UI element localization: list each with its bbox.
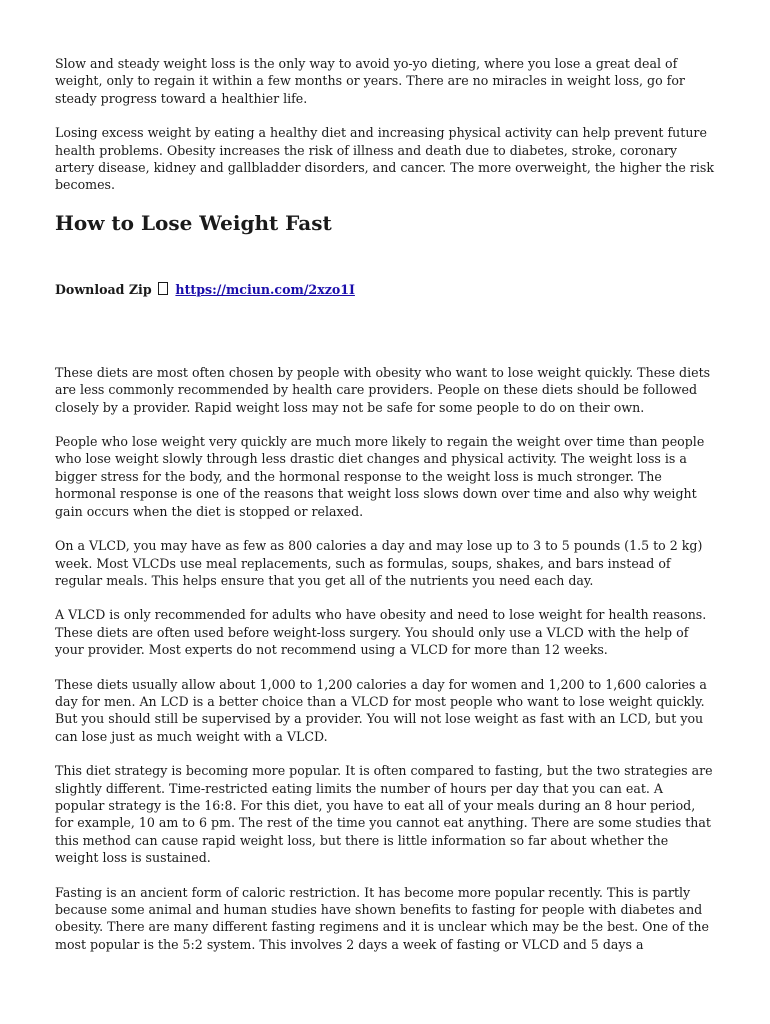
document-page (55, 55, 715, 970)
section-heading: How to Lose Weight Fast (55, 210, 332, 235)
download-label: Download Zip (55, 281, 152, 297)
body-paragraph: This diet strategy is becoming more popular. It is often compared to fasting, but the two strategies are slightly different. Time-restricted eating limits the number of hours per day that you can eat. A popular strategy is the 16:8. For this diet, you have to eat all of your meals during an 8 hour period, for example, 10 am to 6 pm. The rest of the time you cannot eat anything. There are some studies that this method can cause rapid weight loss, but there is little information so far about whether the weight loss is sustained. (55, 763, 713, 866)
article-body (55, 364, 715, 953)
download-line (55, 281, 715, 298)
intro-paragraph: Losing excess weight by eating a healthy diet and increasing physical activity can help prevent future health problems. Obesity increases the risk of illness and death due to diabetes, stroke, coronary artery disease, kidney and gallbladder disorders, and cancer. The more overweight, the higher the risk becomes. (55, 125, 715, 193)
missing-glyph-icon (158, 282, 168, 295)
body-paragraph: Fasting is an ancient form of caloric restriction. It has become more popular recently. This is partly because some animal and human studies have shown benefits to fasting for people with diabetes and obesity. There are many different fasting regimens and it is unclear which may be the best. One of the most popular is the 5:2 system. This involves 2 days a week of fasting or VLCD and 5 days a (55, 884, 709, 952)
download-link[interactable]: https://mciun.com/2xzo1I (175, 281, 355, 297)
body-paragraph: On a VLCD, you may have as few as 800 calories a day and may lose up to 3 to 5 pounds (1.5 to 2 kg) week. Most VLCDs use meal replacements, such as formulas, soups, shakes, and bars instead of regular meals. This helps ensure that you get all of the nutrients you need each day. (55, 538, 703, 588)
intro-paragraph: Slow and steady weight loss is the only way to avoid yo-yo dieting, where you lose a great deal of weight, only to regain it within a few months or years. There are no miracles in weight loss, go for steady progress toward a healthier life. (55, 56, 685, 106)
body-paragraph: These diets usually allow about 1,000 to 1,200 calories a day for women and 1,200 to 1,600 calories a day for men. An LCD is a better choice than a VLCD for most people who want to lose weight quickly. But you should still be supervised by a provider. You will not lose weight as fast with an LCD, but you can lose just as much weight with a VLCD. (55, 676, 707, 744)
body-paragraph: These diets are most often chosen by people with obesity who want to lose weight quickly. These diets are less commonly recommended by health care providers. People on these diets should be followed closely by a provider. Rapid weight loss may not be safe for some people to do on their own. (55, 364, 711, 415)
body-paragraph: A VLCD is only recommended for adults who have obesity and need to lose weight for health reasons. These diets are often used before weight-loss surgery. You should only use a VLCD with the help of your provider. Most experts do not recommend using a VLCD for more than 12 weeks. (55, 607, 707, 658)
body-paragraph: People who lose weight very quickly are much more likely to regain the weight over time than people who lose weight slowly through less drastic diet changes and physical activity. The weight loss is a bigger stress for the body, and the hormonal response to the weight loss is much stronger. The hormonal response is one of the reasons that weight loss slows down over time and also why weight gain occurs when the diet is stopped or relaxed. (55, 434, 705, 519)
